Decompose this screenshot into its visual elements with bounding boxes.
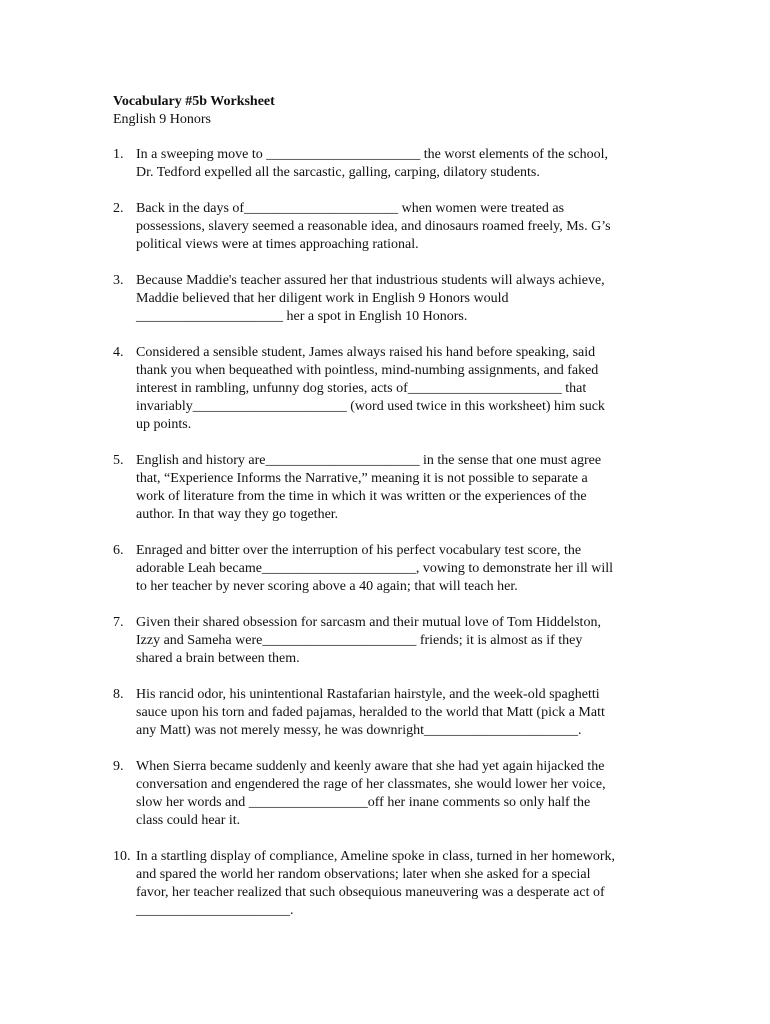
question-4: [113, 344, 663, 434]
question-list: [113, 146, 663, 920]
question-7: [113, 614, 663, 668]
question-number: 2.: [113, 201, 124, 216]
worksheet-title: Vocabulary #5b Worksheet: [113, 94, 275, 109]
question-number: 1.: [113, 147, 124, 162]
question-number: 10.: [113, 849, 131, 864]
question-text: English and history are______________________ in the sense that one must agree that, “Experience Informs the Narrative,” meaning it is not possible to separate a work of literature from the time in which it was written or the experiences of the author. In that way they go together.: [136, 453, 602, 522]
question-5: [113, 452, 663, 524]
question-text: In a sweeping move to ______________________ the worst elements of the school, Dr. Tedford expelled all the sarcastic, galling, carping, dilatory students.: [136, 147, 609, 180]
worksheet-subtitle: English 9 Honors: [113, 112, 211, 127]
question-3: [113, 272, 663, 326]
question-1: [113, 146, 663, 182]
question-text: Because Maddie's teacher assured her that industrious students will always achieve, Maddie believed that her diligent work in English 9 Honors would _____________________ her a spot in English 10 Honors.: [136, 273, 605, 324]
question-2: [113, 200, 663, 254]
question-number: 4.: [113, 345, 124, 360]
question-text: Given their shared obsession for sarcasm and their mutual love of Tom Hiddelston, Izzy and Sameha were______________________ friends; it is almost as if they shared a brain between them.: [136, 615, 601, 666]
question-text: Back in the days of______________________ when women were treated as possessions, slavery seemed a reasonable idea, and dinosaurs roamed freely, Ms. G’s political views were at times approaching rational.: [136, 201, 611, 252]
question-10: [113, 848, 663, 920]
question-text: His rancid odor, his unintentional Rastafarian hairstyle, and the week-old spaghetti sauce upon his torn and faded pajamas, heralded to the world that Matt (pick a Matt any Matt) was not merely messy, he was downright______________________.: [136, 687, 605, 738]
question-6: [113, 542, 663, 596]
question-number: 8.: [113, 687, 124, 702]
question-text: In a startling display of compliance, Ameline spoke in class, turned in her homework, and spared the world her random observations; later when she asked for a special favor, her teacher realized that such obsequious maneuvering was a desperate act of ______________________.: [136, 849, 615, 918]
worksheet-page: [113, 93, 663, 938]
question-text: Considered a sensible student, James always raised his hand before speaking, said thank you when bequeathed with pointless, mind-numbing assignments, and faked interest in rambling, unfunny dog stories, acts of______________________ that invariably______________________ (word used twice in this worksheet) him suck up points.: [136, 345, 605, 432]
question-text: When Sierra became suddenly and keenly aware that she had yet again hijacked the conversation and engendered the rage of her classmates, she would lower her voice, slow her words and _________________off her inane comments so only half the class could hear it.: [136, 759, 606, 828]
question-number: 3.: [113, 273, 124, 288]
question-number: 9.: [113, 759, 124, 774]
question-number: 5.: [113, 453, 124, 468]
question-number: 6.: [113, 543, 124, 558]
question-number: 7.: [113, 615, 124, 630]
question-text: Enraged and bitter over the interruption of his perfect vocabulary test score, the adorable Leah became______________________, vowing to demonstrate her ill will to her teacher by never scoring above a 40 again; that will teach her.: [136, 543, 614, 594]
question-8: [113, 686, 663, 740]
question-9: [113, 758, 663, 830]
